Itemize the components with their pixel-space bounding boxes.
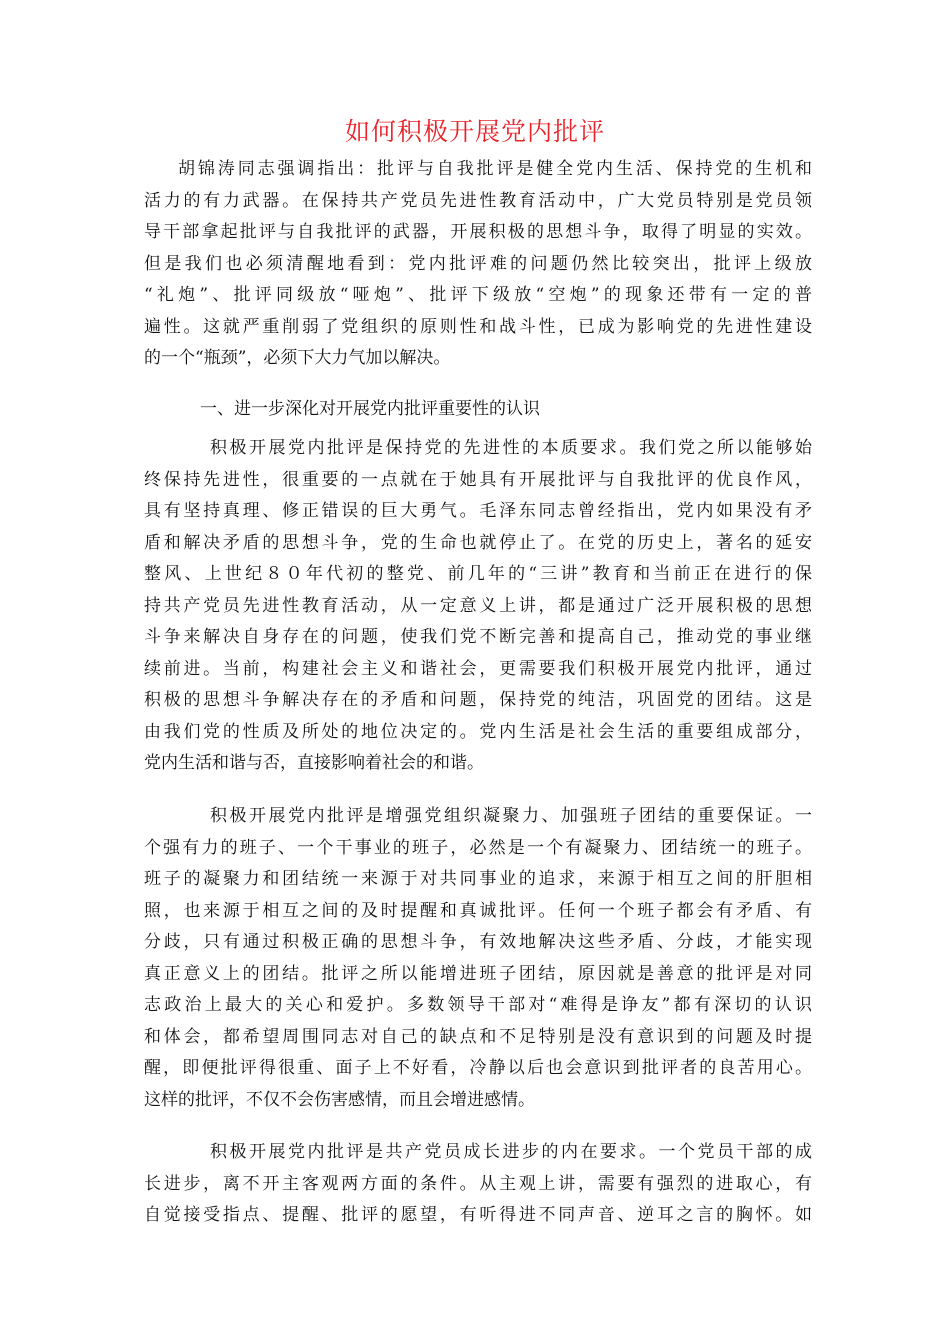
paragraph-line: 盾和解决矛盾的思想斗争，党的生命也就停止了。在党的历史上，著名的延安 [144,532,812,553]
paragraph-line: 自觉接受指点、提醒、批评的愿望，有听得进不同声音、逆耳之言的胸怀。如 [144,1205,812,1225]
paragraph-intro [144,154,812,375]
paragraph-line: 积极的思想斗争解决存在的矛盾和问题，保持党的纯洁，巩固党的团结。这是 [144,690,812,710]
paragraph-line: 终保持先进性，很重要的一点就在于她具有开展批评与自我批评的优良作风， [144,469,812,490]
paragraph-line: “礼炮”、批评同级放“哑炮”、批评下级放“空炮”的现象还带有一定的普 [144,285,812,305]
paragraph-line: 胡锦涛同志强调指出：批评与自我批评是健全党内生活、保持党的生机和 [178,159,812,179]
paragraph-line: 党内生活和谐与否，直接影响着社会的和谐。 [144,753,484,773]
section-heading: 一、进一步深化对开展党内批评重要性的认识 [200,399,540,419]
paragraph-member-growth [144,1137,812,1232]
paragraph-team-unity [144,801,812,1116]
document-title: 如何积极开展党内批评 [344,117,605,146]
paragraph-line: 照，也来源于相互之间的及时提醒和真诚批评。任何一个班子都会有矛盾、有 [144,900,812,921]
paragraph-line: 导干部拿起批评与自我批评的武器，开展积极的思想斗争，取得了明显的实效。 [144,222,812,242]
paragraph-line: 和体会，都希望周围同志对自己的缺点和不足特别是没有意识到的问题及时提 [144,1026,812,1047]
paragraph-line: 醒，即便批评得很重、面子上不好看，冷静以后也会意识到批评者的良苦用心。 [144,1058,812,1078]
paragraph-line: 具有坚持真理、修正错误的巨大勇气。毛泽东同志曾经指出，党内如果没有矛 [144,501,812,521]
paragraph-line: 积极开展党内批评是增强党组织凝聚力、加强班子团结的重要保证。一 [210,806,812,826]
paragraph-line: 的一个“瓶颈”，必须下大力气加以解决。 [144,348,451,368]
paragraph-line: 这样的批评，不仅不会伤害感情，而且会增进感情。 [144,1089,535,1110]
paragraph-line: 个强有力的班子、一个干事业的班子，必然是一个有凝聚力、团结统一的班子。 [144,837,812,858]
paragraph-line: 班子的凝聚力和团结统一来源于对共同事业的追求，来源于相互之间的肝胆相 [144,869,812,889]
paragraph-advanced-nature [144,433,812,780]
paragraph-line: 但是我们也必须清醒地看到：党内批评难的问题仍然比较突出，批评上级放 [144,253,812,274]
paragraph-line: 遍性。这就严重削弱了党组织的原则性和战斗性，已成为影响党的先进性建设 [144,316,812,337]
paragraph-line: 整风、上世纪８０年代初的整党、前几年的“三讲”教育和当前正在进行的保 [144,564,812,584]
paragraph-line: 持共产党员先进性教育活动，从一定意义上讲，都是通过广泛开展积极的思想 [144,595,812,616]
paragraph-line: 斗争来解决自身存在的问题，使我们党不断完善和提高自己，推动党的事业继 [144,627,812,647]
paragraph-line: 由我们党的性质及所处的地位决定的。党内生活是社会生活的重要组成部分， [144,721,812,742]
paragraph-line: 积极开展党内批评是保持党的先进性的本质要求。我们党之所以能够始 [210,438,812,458]
paragraph-line: 长进步，离不开主客观两方面的条件。从主观上讲，需要有强烈的进取心，有 [144,1173,812,1194]
paragraph-line: 志政治上最大的关心和爱护。多数领导干部对“难得是诤友”都有深切的认识 [144,995,812,1015]
paragraph-line: 活力的有力武器。在保持共产党员先进性教育活动中，广大党员特别是党员领 [144,190,812,211]
paragraph-line: 真正意义上的团结。批评之所以能增进班子团结，原因就是善意的批评是对同 [144,963,812,984]
paragraph-line: 积极开展党内批评是共产党员成长进步的内在要求。一个党员干部的成 [210,1142,812,1162]
paragraph-line: 分歧，只有通过积极正确的思想斗争，有效地解决这些矛盾、分歧，才能实现 [144,932,812,952]
paragraph-line: 续前进。当前，构建社会主义和谐社会，更需要我们积极开展党内批评，通过 [144,658,812,679]
